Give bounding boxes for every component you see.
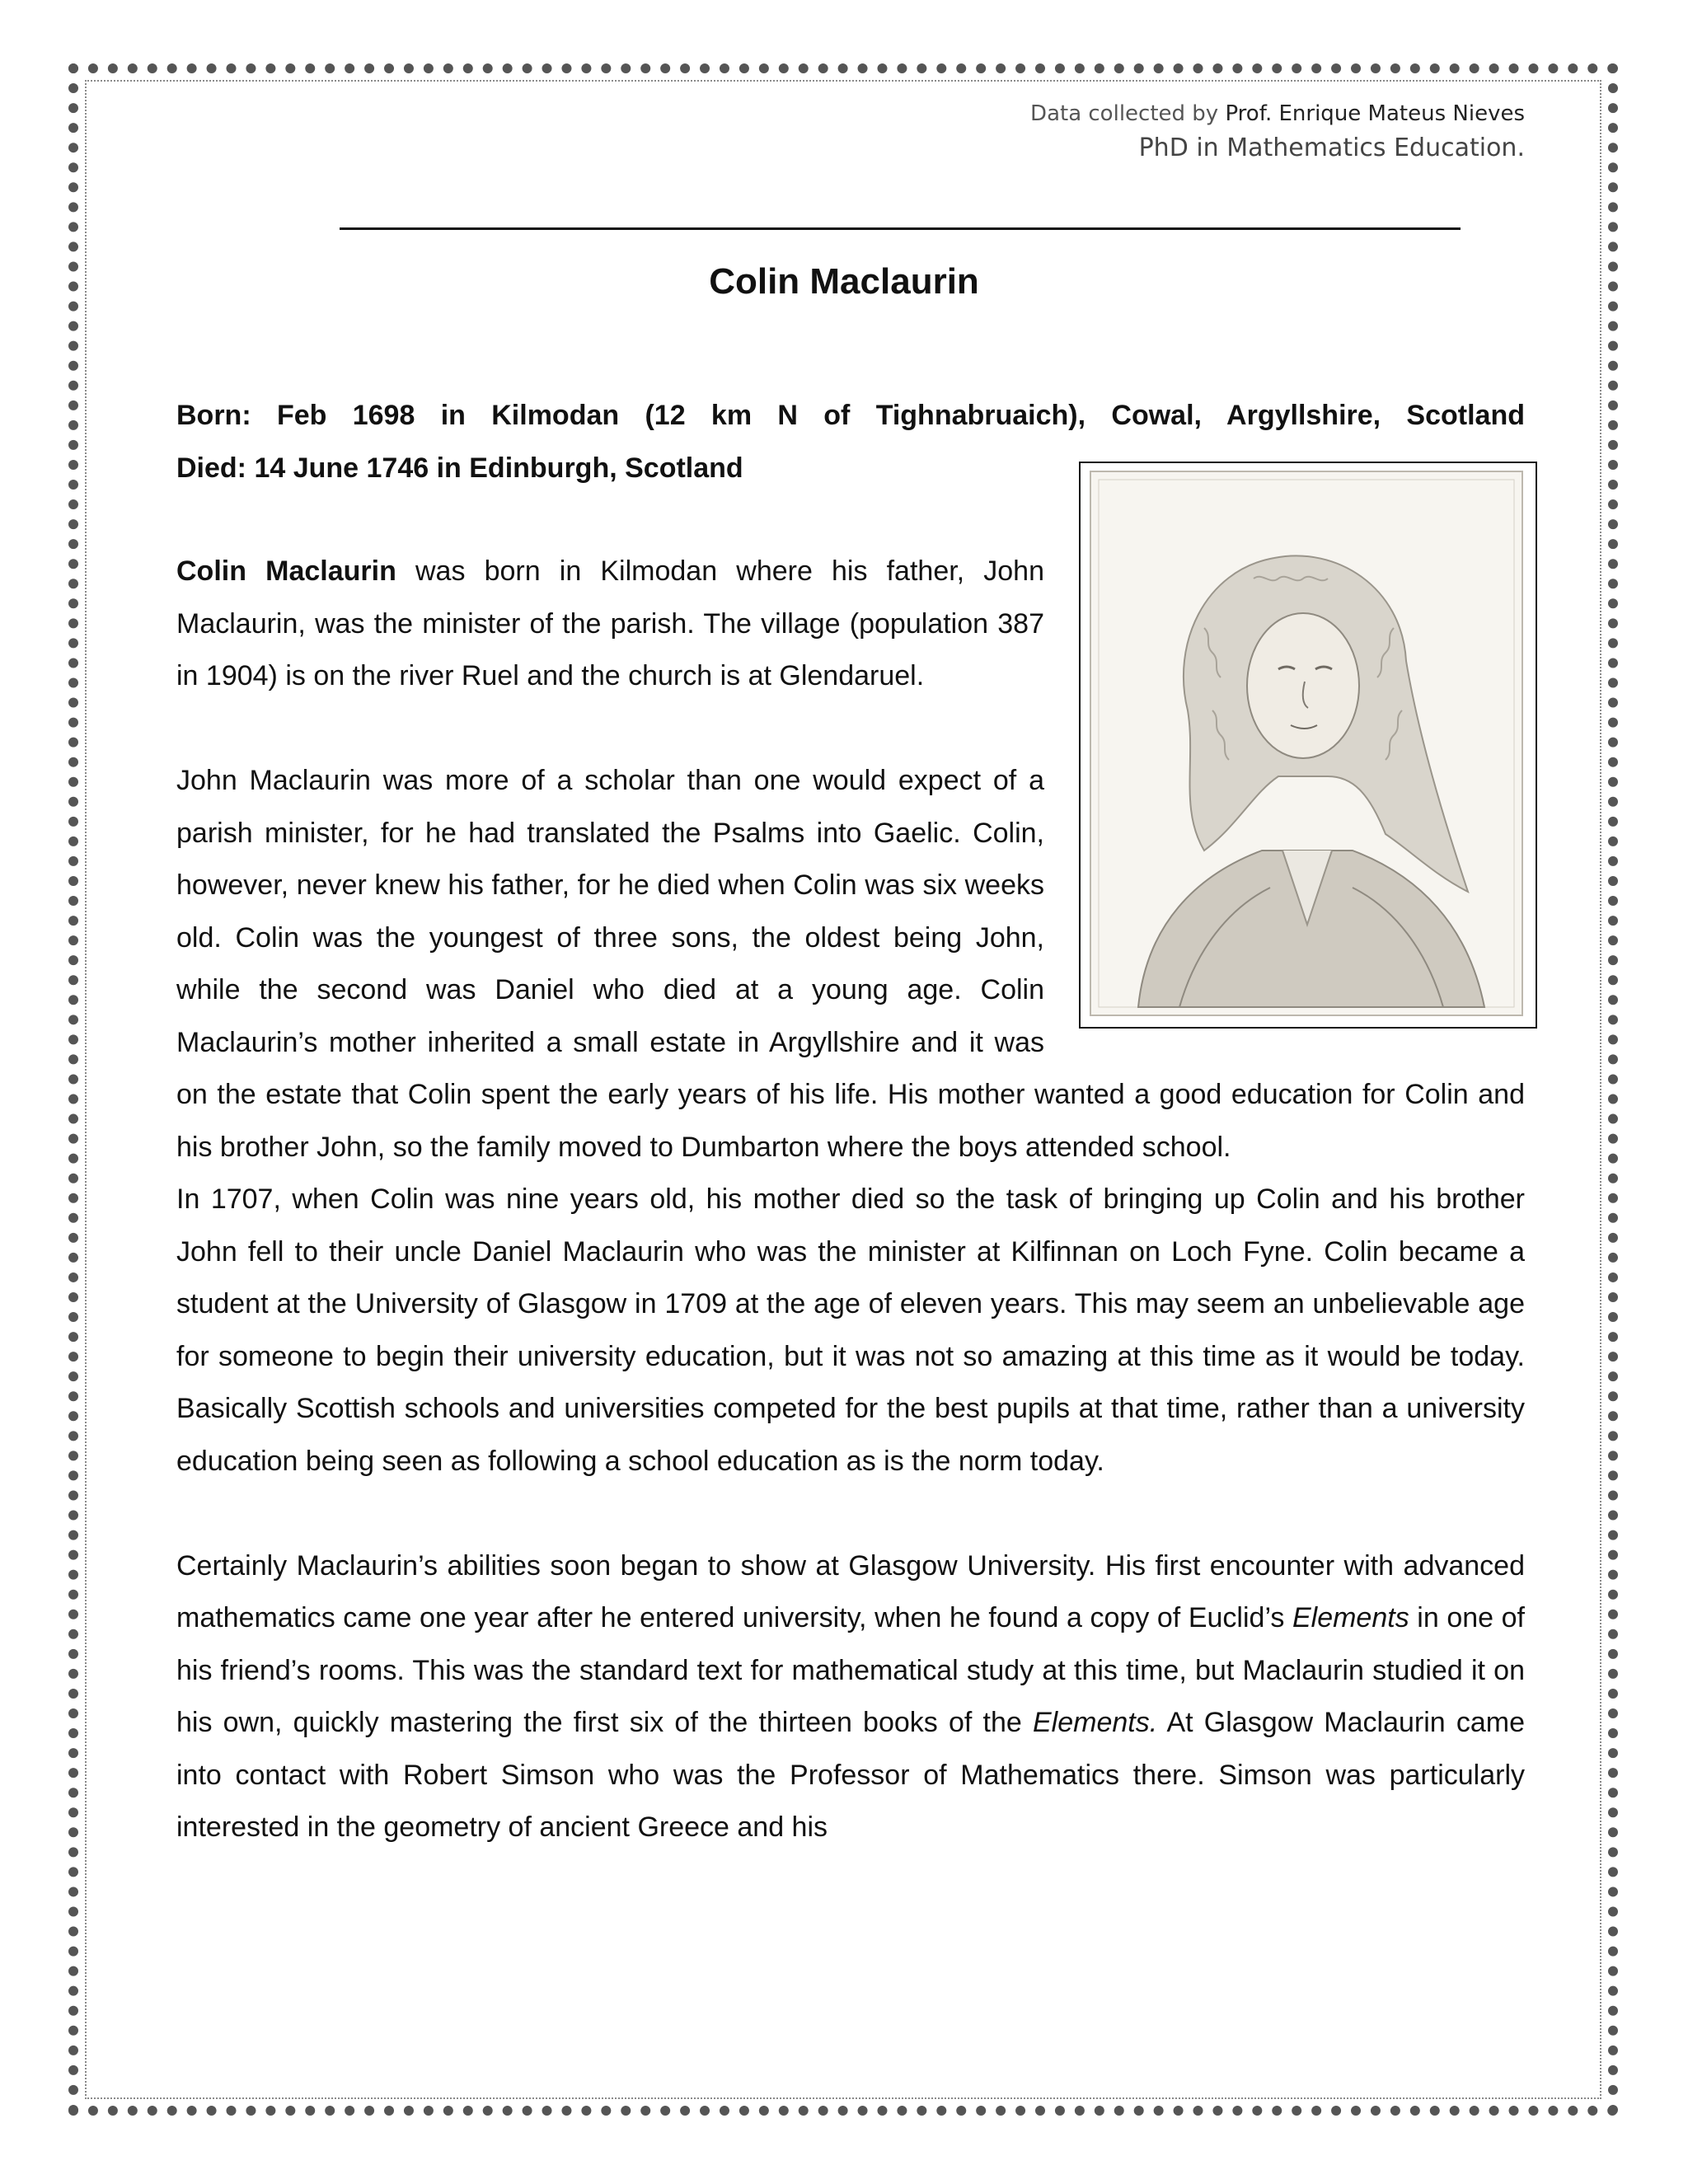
paragraph-4-part-c: At Glasgow Maclaurin came into contact with Robert Simson who was the Professor of Mathematics there. Simson was particularly interested in the geometry of ancient Greece and his (176, 1707, 1526, 1843)
header-credential (1030, 130, 1525, 166)
title-rule (340, 227, 1461, 230)
elements-title-2: Elements. (1032, 1707, 1158, 1738)
credential-text: PhD in Mathematics Education (1138, 134, 1517, 162)
collector-name: Prof. Enrique Mateus Nieves (1225, 101, 1525, 126)
paragraph-gap (176, 1488, 1525, 1540)
elements-title: Elements (1292, 1602, 1409, 1633)
born-line: Born: Feb 1698 in Kilmodan (12 km N of Tighnabruaich), Cowal, Argyllshire, Scotland (176, 400, 1525, 431)
paragraph-2: John Maclaurin was more of a scholar than one would expect of a parish minister, for he had translated the Psalms into Gaelic. Colin, however, never knew his father, for he died when Colin was six weeks old. Colin was the youngest of three sons, the oldest being John, while the second was Daniel who died at a young age. Colin Maclaurin’s mother inherited a small estate in Argyllshire and it was on the estate that Colin spent the early years of his life. His mother wanted a good education for Colin and his brother John, so the family moved to Dumbarton where the boys attended school. (176, 765, 1525, 1163)
body-text (176, 546, 1525, 1854)
portrait-wrap-space (1044, 546, 1525, 1032)
paragraph-4-part-b: in one of his friend’s rooms. This was the standard text for mathematical study at this time, but Maclaurin studied it on his own, quickly mastering the first six of the thirteen books of the (176, 1602, 1525, 1738)
collected-prefix: Data collected by (1030, 101, 1226, 126)
page-title: Colin Maclaurin (709, 261, 979, 302)
subject-name: Colin Maclaurin (176, 555, 396, 587)
paragraph-4-part-a: Certainly Maclaurin’s abilities soon began to show at Glasgow University. His first encounter with advanced mathematics came one year after he entered university, when he found a copy of Euclid’s (176, 1549, 1525, 1633)
paragraph-4 (176, 1540, 1525, 1854)
died-line: Died: 14 June 1746 in Edinburgh, Scotland (176, 452, 743, 484)
paragraph-3: In 1707, when Colin was nine years old, his mother died so the task of bringing up Colin and his brother John fell to their uncle Daniel Maclaurin who was the minister at Kilfinnan on Loch Fyne. Colin became a student at the University of Glasgow in 1709 at the age of eleven years. This may seem an unbelievable age for someone to begin their university education, but it was not so amazing at this time as it would be today. Basically Scottish schools and universities competed for the best pupils at that time, rather than a university education being seen as following a school education as is the norm today. (176, 1183, 1525, 1477)
document-header (1030, 97, 1525, 166)
paragraph-1-text: was born in Kilmodan where his father, John Maclaurin, was the minister of the parish. The village (population 387 in 1904) is on the river Ruel and the church is at Glendaruel. (176, 555, 1044, 691)
header-collected-by (1030, 97, 1525, 130)
credential-suffix: . (1517, 134, 1525, 162)
